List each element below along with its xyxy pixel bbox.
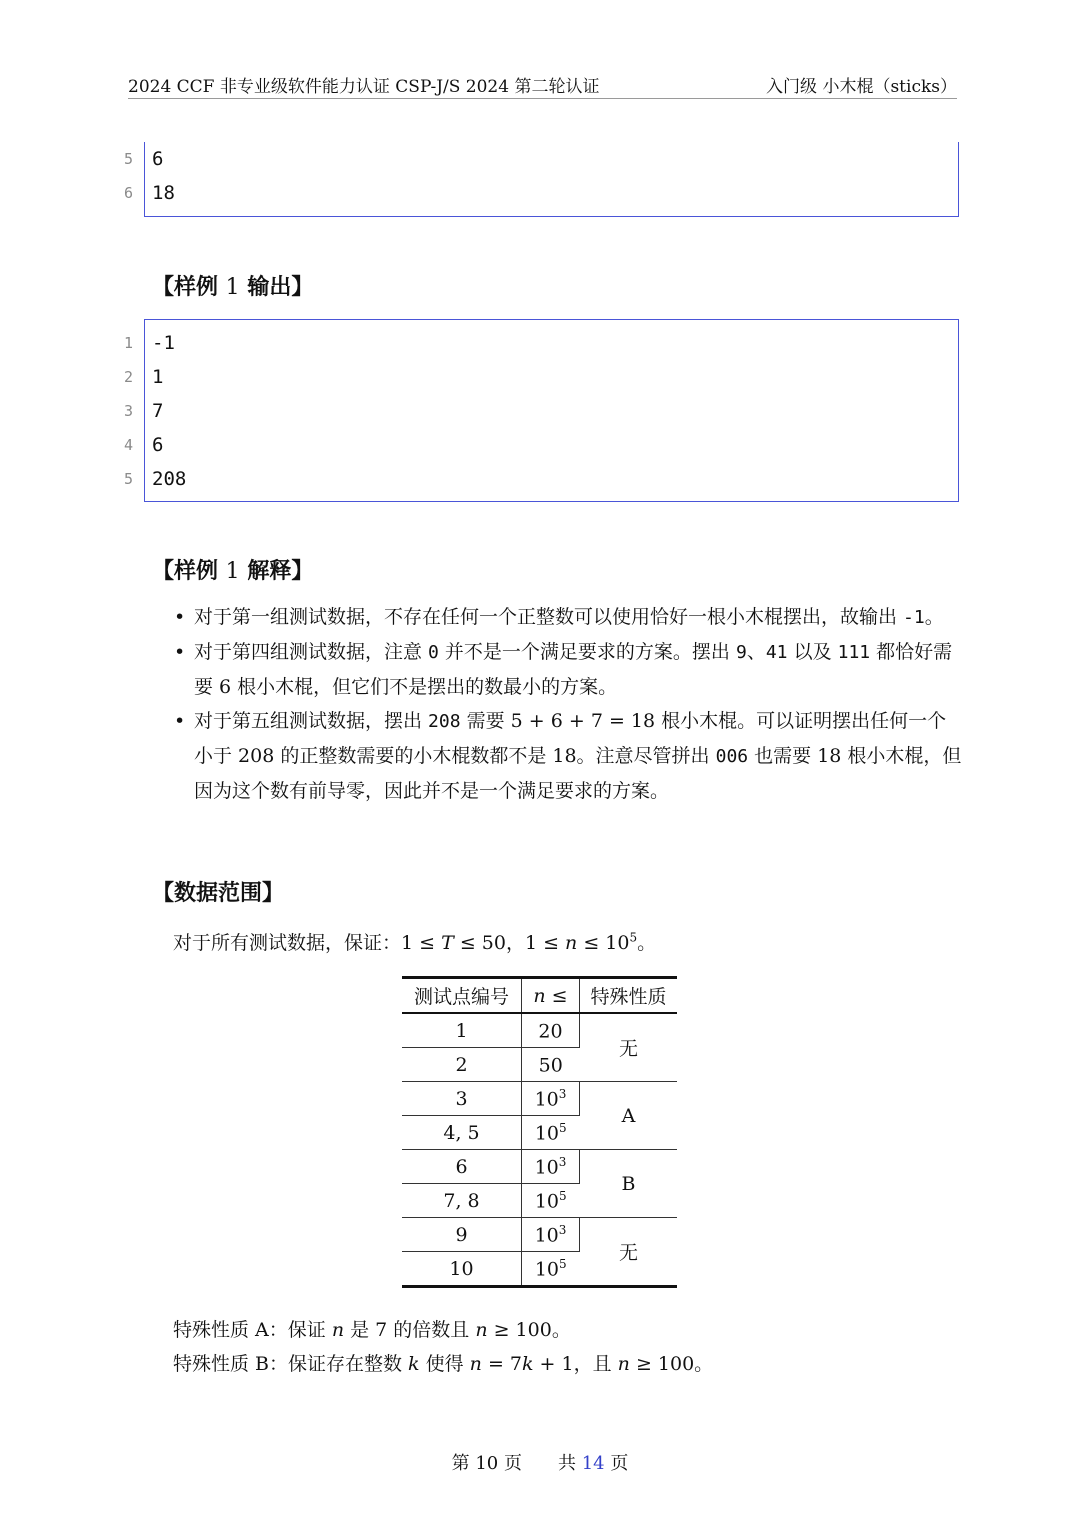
code-text: 6: [152, 148, 164, 170]
code-text: 7: [152, 400, 164, 422]
sample-input-tail-box: [123, 142, 959, 217]
title-part: 输出】: [239, 275, 314, 300]
title-part: 解释】: [239, 559, 314, 584]
special-property-b: 特殊性质 B：保证存在整数 k 使得 n = 7k + 1，且 n ≥ 100。: [173, 1353, 714, 1375]
table-row: 3 $10^3$ A: [402, 1082, 677, 1116]
sample-explanation-title: [152, 554, 313, 585]
header-special: 特殊性质: [580, 978, 678, 1014]
guarantee-text: 对于所有测试数据，保证：1 ≤ T ≤ 50，$1 \le n \le 10^5$。: [173, 930, 657, 954]
current-page: 第 10 页: [451, 1453, 522, 1474]
header-test-id: 测试点编号: [402, 978, 522, 1014]
title-number: 1: [225, 275, 240, 300]
line-number: 2: [123, 368, 133, 386]
title-number: 1: [225, 559, 240, 584]
table-row: 7, 8 $10^5$: [402, 1184, 677, 1218]
explanation-list: [174, 600, 964, 808]
list-item: • 对于第四组测试数据，注意 0 并不是一个满足要求的方案。摆出 9、41 以及 111 都恰好需要 6 根小木棍，但它们不是摆出的数最小的方案。: [174, 635, 964, 704]
list-item: • 对于第五组测试数据，摆出 208 需要 5 + 6 + 7 = 18 根小木棍。可以证明摆出任何一个小于 208 的正整数需要的小木棍数都不是 18。注意尽管拼出 006 也需要 18 根小木棍，但因为这个数有前导零，因此并不是一个满足要求的方案。: [174, 704, 964, 808]
line-number: 5: [123, 470, 133, 488]
line-number: 3: [123, 402, 133, 420]
page-footer: 第 10 页 共 14 页: [451, 1453, 629, 1474]
code-text: -1: [152, 332, 175, 354]
special-property-cell: 无: [580, 1013, 678, 1082]
sample-output-title: [152, 270, 313, 301]
header-right-title: 入门级 小木棍（sticks）: [766, 77, 957, 97]
header-left-title: 2024 CCF 非专业级软件能力认证 CSP-J/S 2024 第二轮认证: [128, 77, 600, 97]
table-row: 1 20 无: [402, 1013, 677, 1048]
line-number: 1: [123, 334, 133, 352]
table-row: 9 $10^3$ 无: [402, 1218, 677, 1252]
special-property-cell: B: [580, 1150, 678, 1218]
title-part: 【样例: [152, 275, 226, 300]
line-number: 5: [123, 150, 133, 168]
special-property-cell: 无: [580, 1218, 678, 1287]
table-row: 4, 5 $10^5$: [402, 1116, 677, 1150]
code-text: 208: [152, 468, 187, 490]
table-row: 2 50: [402, 1048, 677, 1082]
special-property-cell: A: [580, 1082, 678, 1150]
list-item: • 对于第一组测试数据，不存在任何一个正整数可以使用恰好一根小木棍摆出，故输出 -1。: [174, 600, 964, 635]
code-text: 18: [152, 182, 175, 204]
table-row: 10 $10^5$: [402, 1252, 677, 1287]
table-header-row: [402, 978, 677, 1014]
header-n-limit: n ≤: [522, 978, 580, 1014]
line-number: 6: [123, 184, 133, 202]
line-number: 4: [123, 436, 133, 454]
test-data-table: [402, 976, 677, 1288]
total-pages: 14: [581, 1453, 605, 1474]
code-text: 6: [152, 434, 164, 456]
sample-output-box: [123, 319, 959, 502]
data-range-title: 【数据范围】: [152, 881, 285, 906]
table-row: 6 $10^3$ B: [402, 1150, 677, 1184]
page-header: [128, 72, 957, 99]
title-part: 【样例: [152, 559, 226, 584]
code-text: 1: [152, 366, 164, 388]
special-property-a: 特殊性质 A：保证 n 是 7 的倍数且 n ≥ 100。: [173, 1319, 571, 1341]
